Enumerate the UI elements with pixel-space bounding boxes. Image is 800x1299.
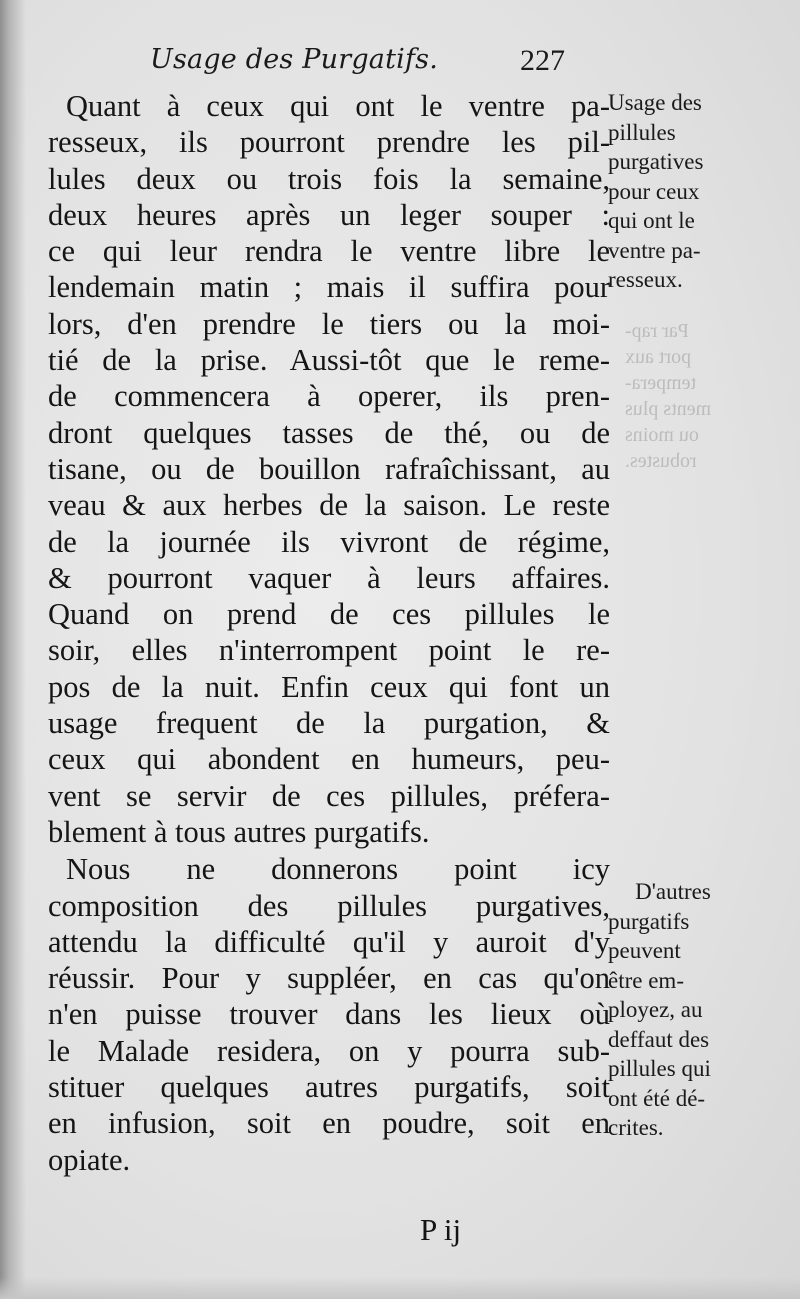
margin-note-line: purgatives bbox=[608, 149, 704, 174]
text-line: Nous ne donnerons point icy bbox=[66, 852, 610, 887]
text-line: lules deux ou trois fois la semaine, bbox=[48, 161, 610, 196]
margin-note-line: crites. bbox=[608, 1115, 664, 1140]
page-number: 227 bbox=[520, 44, 565, 77]
margin-note-line: peuvent bbox=[608, 938, 681, 963]
margin-note-usage bbox=[608, 88, 768, 295]
margin-note-line: être em- bbox=[608, 967, 684, 993]
page-bottom-edge bbox=[0, 1277, 800, 1299]
text-line: composition des pillules purgatives, bbox=[48, 888, 610, 923]
text-line: dront quelques tasses de thé, ou de bbox=[48, 415, 610, 450]
margin-note-line: pour ceux bbox=[608, 178, 700, 204]
text-line: veau & aux herbes de la saison. Le reste bbox=[48, 488, 610, 523]
text-line: Quand on prend de ces pillules le bbox=[48, 597, 610, 632]
text-line: blement à tous autres purgatifs. bbox=[48, 814, 430, 849]
text-line: deux heures après un leger souper : bbox=[48, 197, 610, 232]
text-line: tisane, ou de bouillon rafraîchissant, au bbox=[48, 451, 610, 486]
text-line: attendu la difficulté qu'il y auroit d'y bbox=[48, 924, 610, 959]
margin-note-line: pillules qui bbox=[608, 1056, 711, 1081]
margin-note-line: deffaut des bbox=[608, 1026, 710, 1052]
running-title: Usage des Purgatifs. bbox=[150, 44, 439, 75]
text-line: usage frequent de la purgation, & bbox=[48, 706, 610, 741]
margin-note-line: ployez, au bbox=[608, 997, 703, 1022]
text-line: ceux qui abondent en humeurs, peu- bbox=[48, 742, 610, 777]
text-line: ce qui leur rendra le ventre libre le bbox=[48, 234, 610, 269]
text-line: lendemain matin ; mais il suffira pour bbox=[48, 270, 610, 305]
main-text-body bbox=[48, 88, 610, 1178]
text-line: n'en puisse trouver dans les lieux où bbox=[48, 997, 610, 1032]
margin-note-line: purgatifs bbox=[608, 908, 690, 934]
text-line: vent se servir de ces pillules, préfera- bbox=[48, 778, 610, 813]
margin-note-other-purgatives bbox=[608, 877, 768, 1143]
bleed-through-text: Par rap- port aux tempera- ments plus ou moins robustes. bbox=[625, 320, 712, 472]
margin-note-line: qui ont le bbox=[608, 208, 695, 233]
text-line: de la journée ils vivront de régime, bbox=[48, 524, 610, 559]
margin-note-line: Usage des bbox=[608, 90, 702, 115]
text-line: stituer quelques autres purgatifs, soit bbox=[48, 1070, 610, 1105]
printer-signature-mark: P ij bbox=[420, 1212, 462, 1247]
margin-note-line: ventre pa- bbox=[608, 237, 701, 263]
text-line: lors, d'en prendre le tiers ou la moi- bbox=[48, 306, 610, 341]
margin-note-line: resseux. bbox=[608, 267, 683, 292]
margin-note-line: D'autres bbox=[635, 879, 711, 904]
margin-note-line: pillules bbox=[608, 119, 676, 145]
text-line: tié de la prise. Aussi-tôt que le reme- bbox=[48, 343, 610, 378]
text-line: réussir. Pour y suppléer, en cas qu'on bbox=[48, 961, 610, 996]
text-line: le Malade residera, on y pourra sub- bbox=[48, 1033, 610, 1068]
text-line: & pourront vaquer à leurs affaires. bbox=[48, 560, 610, 595]
page-gutter-shadow bbox=[0, 0, 26, 1299]
text-line: soir, elles n'interrompent point le re- bbox=[48, 633, 610, 668]
text-line: pos de la nuit. Enfin ceux qui font un bbox=[48, 669, 610, 704]
text-line: opiate. bbox=[48, 1142, 131, 1177]
text-line: Quant à ceux qui ont le ventre pa- bbox=[66, 89, 610, 123]
text-line: de commencera à operer, ils pren- bbox=[48, 379, 610, 414]
text-line: en infusion, soit en poudre, soit en bbox=[48, 1106, 610, 1141]
text-line: resseux, ils pourront prendre les pil- bbox=[48, 125, 610, 160]
margin-note-line: ont été dé- bbox=[608, 1085, 706, 1111]
